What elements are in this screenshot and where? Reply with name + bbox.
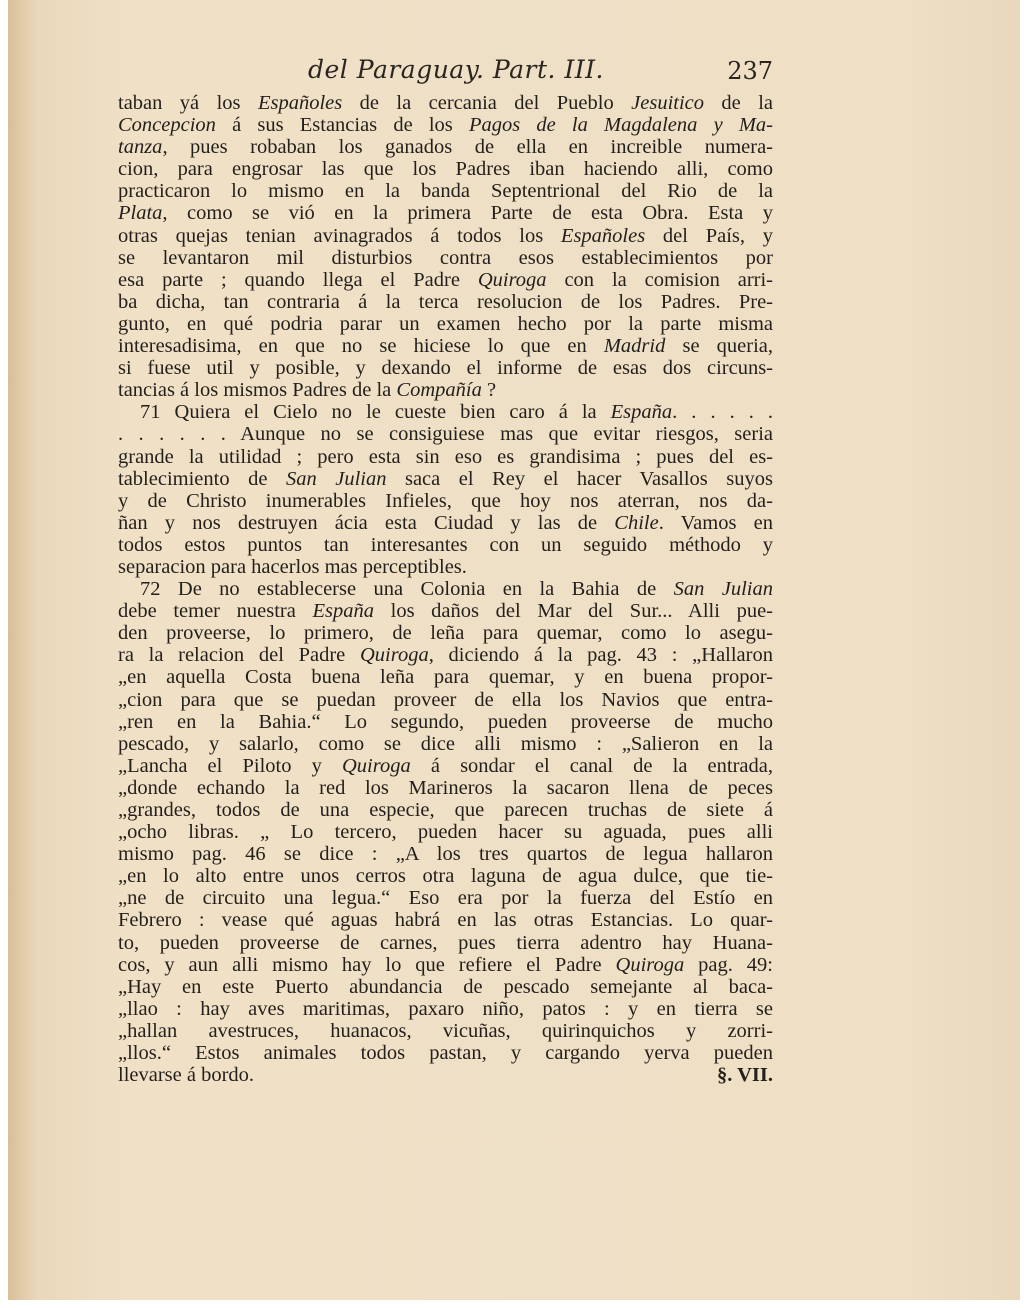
text-run: se queria, — [665, 335, 773, 358]
text-line — [118, 1064, 773, 1086]
text-run: saca el Rey el hacer Vasallos suyos — [386, 467, 773, 490]
text-line — [118, 998, 773, 1020]
text-run: „en aquella Costa buena leña para quemar, y en buena propor- — [118, 666, 773, 689]
text-run: otras quejas tenian avinagrados á todos los — [118, 224, 561, 247]
text-run: to, pueden proveerse de carnes, pues tierra adentro hay Huana- — [118, 931, 773, 954]
text-line — [118, 534, 773, 556]
text-run: . Vamos en — [658, 511, 773, 534]
italic-run: San Julian — [285, 467, 387, 490]
text-run: „en lo alto entre unos cerros otra laguna de agua dulce, que tie- — [118, 865, 773, 888]
italic-run: tanza — [118, 136, 163, 159]
text-line — [118, 158, 773, 180]
text-line — [118, 909, 773, 931]
italic-run: Pagos de la Magdalena y Ma- — [468, 114, 774, 137]
body-text — [118, 92, 773, 1086]
text-run: 71 Quiera el Cielo no le cueste bien caro á la — [140, 401, 611, 424]
text-run: con la comision arri- — [546, 268, 773, 291]
text-line — [118, 225, 773, 247]
text-line — [118, 777, 773, 799]
text-run: pescado, y salarlo, como se dice alli mismo : „Salieron en la — [118, 732, 773, 755]
text-run: „grandes, todos de una especie, que parecen truchas de siete á — [118, 799, 773, 821]
text-run: á sondar el canal de la entrada, — [410, 754, 773, 777]
text-run: los daños del Mar del Sur... Alli pue- — [373, 600, 773, 623]
text-line — [118, 335, 773, 357]
text-run: „donde echando la red los Marineros la sacaron llena de peces — [118, 776, 773, 799]
text-line — [118, 136, 773, 158]
text-line — [118, 202, 773, 224]
italic-run: Quiroga — [615, 953, 685, 976]
italic-run: Madrid — [603, 335, 666, 358]
text-line — [118, 512, 773, 534]
italic-run: España — [610, 401, 673, 424]
text-run: mismo pag. 46 se dice : „A los tres quartos de legua hallaron — [118, 843, 773, 866]
text-line — [118, 92, 773, 114]
italic-run: España — [312, 600, 374, 623]
text-run: gunto, en qué podria parar un examen hecho por la parte misma — [118, 312, 773, 335]
text-run: den proveerse, lo primero, de leña para quemar, como lo asegu- — [118, 622, 773, 645]
section-catchword: §. VII. — [716, 1064, 773, 1087]
text-line — [118, 887, 773, 909]
text-run: tancias á los mismos Padres de la — [118, 379, 397, 402]
text-run: practicaron lo mismo en la banda Septentrional del Rio de la — [118, 180, 773, 203]
text-run: „Hay en este Puerto abundancia de pescado semejante al baca- — [118, 975, 773, 998]
text-run: se levantaron mil disturbios contra esos establecimientos por — [118, 246, 773, 269]
text-line — [118, 269, 773, 291]
text-line — [118, 247, 773, 269]
text-line — [118, 379, 773, 401]
text-line — [118, 733, 773, 755]
text-line — [118, 423, 773, 445]
text-line — [118, 468, 773, 490]
text-run: , diciendo á la pag. 43 : „Hallaron — [428, 644, 773, 667]
text-run: „cion para que se puedan proveer de ella los Navios que entra- — [118, 688, 773, 711]
text-run: esa parte ; quando llega el Padre — [118, 268, 478, 291]
text-line — [118, 689, 773, 711]
text-run: cion, para engrosar las que los Padres iban haciendo alli, como — [118, 158, 773, 181]
text-run: ra la relacion del Padre — [118, 644, 360, 667]
text-run: separacion para hacerlos mas perceptibles. — [118, 555, 467, 578]
text-run: „llao : hay aves maritimas, paxaro niño, patos : y en tierra se — [118, 997, 773, 1020]
text-line — [118, 799, 773, 821]
page-header — [118, 55, 773, 89]
text-run: y de Christo inumerables Infieles, que hoy nos aterran, nos da- — [118, 489, 773, 512]
page-number: 237 — [727, 57, 773, 85]
text-run: 72 De no establecerse una Colonia en la Bahia de — [140, 578, 674, 601]
italic-run: Concepcion — [118, 114, 216, 137]
text-line — [118, 821, 773, 843]
text-line — [118, 490, 773, 512]
italic-run: Jesuitico — [631, 92, 705, 114]
text-run: „llos.“ Estos animales todos pastan, y cargando yerva pueden — [118, 1042, 773, 1065]
text-run: á sus Estancias de los — [215, 114, 469, 137]
text-line — [118, 666, 773, 688]
italic-run: Quiroga — [341, 754, 411, 777]
text-line — [118, 865, 773, 887]
text-line — [118, 357, 773, 379]
italic-run: Españoles — [257, 92, 343, 114]
text-line — [118, 313, 773, 335]
text-run: , pues robaban los ganados de ella en increible numera- — [162, 136, 773, 159]
text-run: interesadisima, en que no se hiciese lo que en — [118, 335, 604, 358]
text-run: grande la utilidad ; pero esta sin eso es grandisima ; pues del es- — [118, 445, 773, 468]
text-run: todos estos puntos tan interesantes con un seguido méthodo y — [118, 533, 773, 556]
text-line — [118, 114, 773, 136]
text-run: Febrero : vease qué aguas habrá en las otras Estancias. Lo quar- — [118, 909, 773, 932]
text-run: pag. 49: — [684, 953, 773, 976]
text-run: cos, y aun alli mismo hay lo que refiere el Padre — [118, 953, 616, 976]
text-line — [118, 954, 773, 976]
text-run: ba dicha, tan contraria á la terca resolucion de los Padres. Pre- — [118, 290, 773, 313]
running-title: del Paraguay. Part. III. — [308, 55, 604, 84]
text-line — [118, 578, 773, 600]
book-page — [8, 0, 1020, 1300]
italic-run: Españoles — [560, 224, 646, 247]
italic-run: Quiroga — [359, 644, 429, 667]
text-line — [118, 843, 773, 865]
text-run: „ne de circuito una legua.“ Eso era por la fuerza del Estío en — [118, 887, 773, 910]
text-run: „ren en la Bahia.“ Lo segundo, pueden proveerse de mucho — [118, 710, 773, 733]
text-run: si fuese util y posible, y dexando el informe de esas dos circuns- — [118, 357, 773, 380]
text-line — [118, 446, 773, 468]
text-run: taban yá los — [118, 92, 258, 114]
text-line — [118, 291, 773, 313]
text-run: del País, y — [645, 224, 773, 247]
text-run: . . . . . . Aunque no se consiguiese mas que evitar riesgos, seria — [118, 423, 773, 446]
text-run: llevarse á bordo. — [118, 1064, 255, 1087]
text-line — [118, 755, 773, 777]
italic-run: Chile — [614, 511, 659, 534]
text-line — [118, 401, 773, 423]
italic-run: San Julian — [673, 578, 773, 601]
text-run: . . . . . . — [672, 401, 773, 424]
text-line — [118, 932, 773, 954]
text-run: „ocho libras. „ Lo tercero, pueden hacer su aguada, pues alli — [118, 821, 773, 844]
text-run: „Lancha el Piloto y — [118, 754, 342, 777]
text-line — [118, 600, 773, 622]
text-run: debe temer nuestra — [118, 600, 313, 623]
italic-run: Compañía — [396, 379, 482, 402]
italic-run: Plata — [118, 202, 163, 225]
text-run: de la — [704, 92, 773, 114]
text-line — [118, 644, 773, 666]
italic-run: Quiroga — [477, 268, 547, 291]
text-run: „hallan avestruces, huanacos, vicuñas, quirinquichos y zorri- — [118, 1019, 773, 1042]
text-line — [118, 556, 773, 578]
text-line — [118, 622, 773, 644]
text-line — [118, 711, 773, 733]
text-run: ñan y nos destruyen ácia esta Ciudad y las de — [118, 511, 615, 534]
text-run: tablecimiento de — [118, 467, 286, 490]
text-run: de la cercania del Pueblo — [342, 92, 632, 114]
text-run: ? — [481, 379, 497, 402]
text-line — [118, 976, 773, 998]
text-line — [118, 1020, 773, 1042]
text-line — [118, 180, 773, 202]
text-line — [118, 1042, 773, 1064]
text-run: , como se vió en la primera Parte de esta Obra. Esta y — [162, 202, 773, 225]
